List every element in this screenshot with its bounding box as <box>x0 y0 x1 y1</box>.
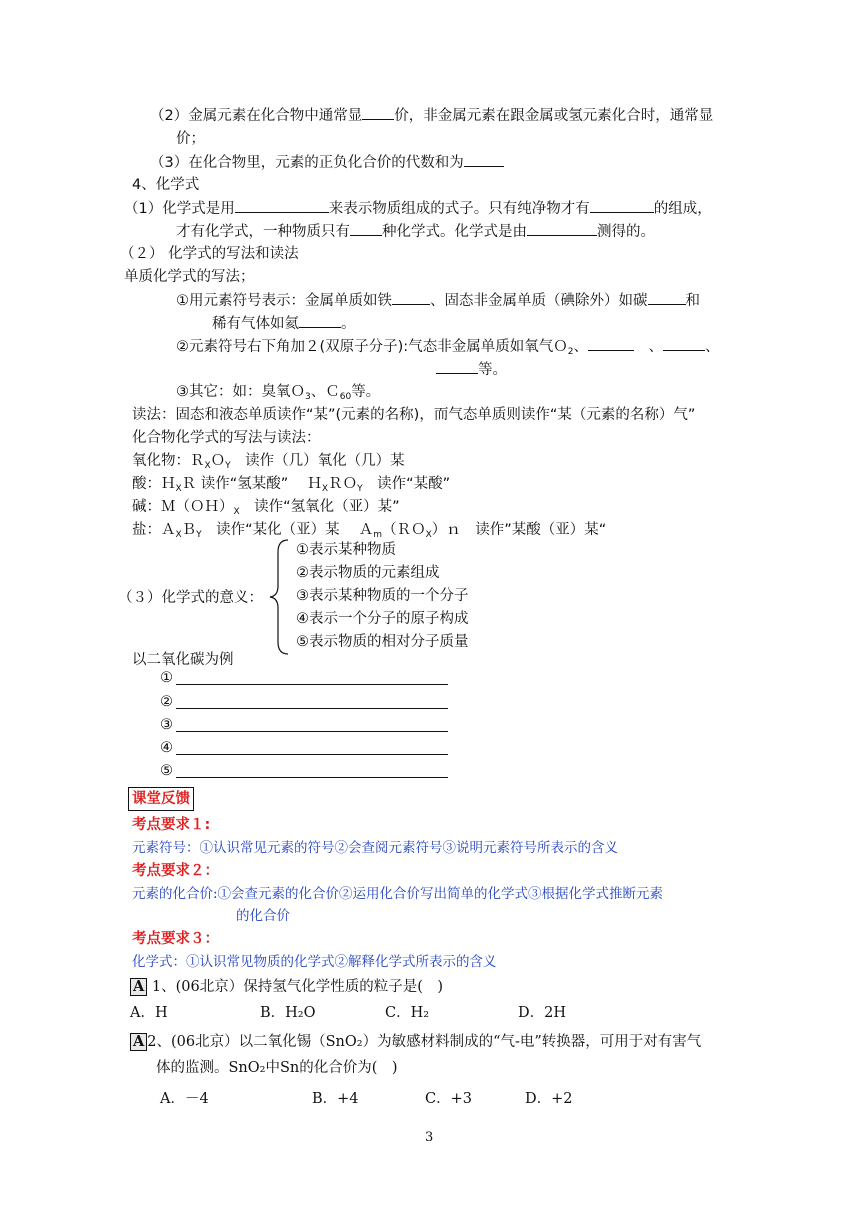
blank <box>590 198 654 213</box>
blank <box>663 336 705 351</box>
answer-line <box>176 777 448 778</box>
level-badge: A <box>130 1033 147 1051</box>
blank <box>392 290 430 305</box>
q1-option-a: A．H <box>130 1005 168 1021</box>
meaning-item: ②表示物质的元素组成 <box>296 565 440 581</box>
q1-option-b: B．H₂O <box>260 1005 316 1021</box>
feedback-header: 课堂反馈 <box>128 787 194 811</box>
simple-title: 单质化学式的写法； <box>124 269 255 285</box>
base-rule: 碱：$M(OH)_X$ 读作“氢氧化（亚）某” <box>132 499 400 517</box>
requirement-1-text: 元素符号：①认识常见元素的符号②会查阅元素符号③说明元素符号所表示的含义 <box>132 840 618 856</box>
q2-option-b: B．+4 <box>312 1091 359 1107</box>
q2-option-d: D．+2 <box>525 1091 573 1107</box>
meaning-label: （３）化学式的意义： <box>118 590 263 606</box>
meaning-item: ③表示某种物质的一个分子 <box>296 588 469 604</box>
example-mark: ⑤ <box>160 763 173 779</box>
requirement-1-title: 考点要求１: <box>132 817 211 833</box>
example-mark: ① <box>160 670 173 686</box>
simple-rule-1b: 稀有气体如氦 。 <box>212 313 356 334</box>
brace-icon <box>268 538 294 656</box>
blank <box>648 290 686 305</box>
question-2: A 2、(06北京）以二氧化锡（SnO₂）为敏感材料制成的“气-电”转换器，可用于对有害气 <box>130 1032 701 1052</box>
compound-title: 化合物化学式的写法与读法： <box>132 430 321 446</box>
formula-p2: （２） 化学式的写法和读法 <box>120 246 299 262</box>
example-mark: ④ <box>160 740 173 756</box>
simple-rule-2: ②元素符号右下角加２(双原子分子):气态非金属单质如氧气Ｏ$_2$、 、 、 <box>176 336 719 362</box>
meaning-item: ④表示一个分子的原子构成 <box>296 611 469 627</box>
formula-p1-line2: 才有化学式，一种物质只有 种化学式。化学式是由 测得的。 <box>176 221 655 242</box>
q1-option-d: D．2H <box>518 1005 566 1021</box>
meaning-item: ①表示某种物质 <box>296 542 396 558</box>
rule-2-line2: 价； <box>176 131 205 147</box>
reading-rule: 读法：固态和液态单质读作“某”(元素的名称)，而气态单质则读作“某（元素的名称）气” <box>132 407 696 423</box>
requirement-3-title: 考点要求３： <box>132 931 219 947</box>
oxide-rule: 氧化物：Ｒ$_X$Ｏ$_Y$ 读作（几）氧化（几）某 <box>132 453 405 471</box>
question-1: A 1、(06北京）保持氢气化学性质的粒子是( ) <box>130 977 443 997</box>
answer-line <box>176 731 448 732</box>
blank <box>527 221 597 236</box>
blank <box>588 336 634 351</box>
blank <box>464 152 504 167</box>
rule-3-line: （3）在化合物里，元素的正负化合价的代数和为 <box>150 152 504 173</box>
simple-rule-3: ③其它：如：臭氧Ｏ$_3$、Ｃ$_{60}$等。 <box>176 384 381 402</box>
answer-line <box>176 708 448 709</box>
salt-rule: 盐：Ａ$_X$Ｂ$_Y$ 读作“某化（亚）某 Ａ$_m$（ＲＯ$_X$）ｎ 读作”某酸（亚）某“ <box>132 522 607 540</box>
page-number: 3 <box>425 1130 434 1145</box>
question-2-cont: 体的监测。SnO₂中Sn的化合价为( ) <box>156 1060 398 1076</box>
requirement-2-text-cont: 的化合价 <box>236 908 290 924</box>
meaning-item: ⑤表示物质的相对分子质量 <box>296 634 469 650</box>
simple-rule-2b: 等。 <box>436 359 507 380</box>
blank <box>436 359 478 374</box>
blank <box>299 313 341 328</box>
rule-2-line1: （2）金属元素在化合物中通常显 价，非金属元素在跟金属或氢元素化合时，通常显 <box>150 105 713 126</box>
blank <box>235 198 329 213</box>
requirement-3-text: 化学式：①认识常见物质的化学式②解释化学式所表示的含义 <box>132 954 497 970</box>
q2-option-c: C．+3 <box>425 1091 472 1107</box>
q2-option-a: A．－4 <box>160 1091 209 1107</box>
blank <box>362 105 394 120</box>
q1-option-c: C．H₂ <box>385 1005 430 1021</box>
example-mark: ③ <box>160 717 173 733</box>
blank <box>350 221 382 236</box>
answer-line <box>176 684 448 685</box>
answer-line <box>176 754 448 755</box>
requirement-2-text: 元素的化合价:①会查元素的化合价②运用化合价写出简单的化学式③根据化学式推断元素 <box>132 886 664 902</box>
simple-rule-1: ①用元素符号表示：金属单质如铁 、固态非金属单质（碘除外）如碳 和 <box>176 290 700 311</box>
requirement-2-title: 考点要求２： <box>132 863 219 879</box>
example-title: 以二氧化碳为例 <box>132 652 234 668</box>
formula-p1-line1: （1）化学式是用 来表示物质组成的式子。只有纯净物才有 的组成， <box>124 198 712 219</box>
acid-rule: 酸：Ｈ$_X$Ｒ 读作“氢某酸” Ｈ$_X$ＲＯ$_Y$ 读作“某酸” <box>132 476 451 494</box>
level-badge: A <box>130 978 147 996</box>
example-mark: ② <box>160 694 173 710</box>
formula-heading: 4、化学式 <box>132 177 200 193</box>
